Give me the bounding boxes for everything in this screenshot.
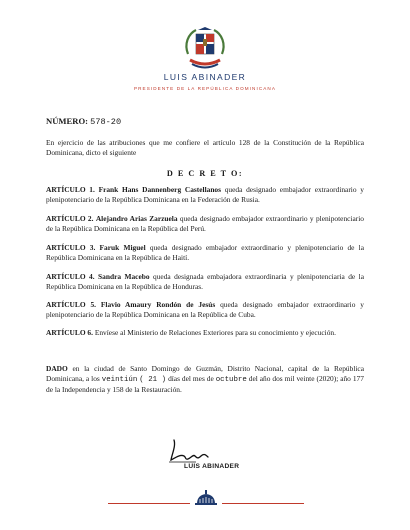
issuer-subtitle: PRESIDENTE DE LA REPÚBLICA DOMINICANA [133, 86, 277, 91]
article-name: Faruk Miguel [99, 243, 146, 252]
article-text: queda designado embajador extraordinario y plenipotenciario de la República Dominicana en la República del Perú. [46, 214, 364, 233]
article-label: ARTÍCULO 6. [46, 328, 93, 337]
palace-dome-icon [193, 490, 219, 506]
article-3 [46, 243, 364, 262]
article-6 [46, 328, 364, 338]
decree-number-value: 578-20 [90, 117, 122, 127]
footer-line-left [108, 503, 190, 504]
article-1 [46, 185, 364, 204]
footer-line-right [222, 503, 304, 504]
preamble: En ejercicio de las atribuciones que me confiere el artículo 128 de la Constitución de la República Dominicana, dicto el siguiente [46, 138, 364, 157]
article-name: Alejandro Arias Zarzuela [95, 214, 178, 223]
dado-day-number: ( 21 ) [139, 375, 167, 384]
dado-label: DADO [46, 364, 68, 373]
article-label: ARTÍCULO 5. [46, 300, 96, 309]
article-2 [46, 214, 364, 233]
article-text: queda designado embajador extraordinario y plenipotenciario de la República Dominicana en la República de Cuba. [46, 300, 364, 319]
article-text: Envíese al Ministerio de Relaciones Exteriores para su conocimiento y ejecución. [94, 328, 336, 337]
article-text: queda designada embajadora extraordinaria y plenipotenciaria de la República Dominicana en la República de Honduras. [46, 272, 364, 291]
issuer-name: LUIS ABINADER [163, 72, 247, 82]
article-label: ARTÍCULO 1. [46, 185, 95, 194]
article-name: Frank Hans Dannenberg Castellanos [98, 185, 222, 194]
article-label: ARTÍCULO 3. [46, 243, 96, 252]
signer-name: LUIS ABINADER [184, 463, 240, 470]
article-label: ARTÍCULO 2. [46, 214, 94, 223]
decree-number-label: NÚMERO: [46, 116, 89, 126]
article-name: Sandra Macebo [98, 272, 150, 281]
dado-day-word: veintiún [101, 375, 138, 384]
signature-image [166, 438, 226, 464]
dado-paragraph [46, 364, 364, 395]
article-text: queda designado embajador extraordinario y plenipotenciario de la República Dominicana en la Federación de Rusia. [46, 185, 364, 204]
article-label: ARTÍCULO 4. [46, 272, 95, 281]
article-name: Flavio Amaury Rondón de Jesús [100, 300, 216, 309]
decree-title: D E C R E T O: [166, 169, 244, 178]
dado-text-1: en la ciudad de Santo Domingo de Guzmán, Distrito Nacional, capital de la República Dominicana, a los [46, 364, 364, 383]
coat-of-arms-icon [182, 24, 228, 72]
article-5 [46, 300, 364, 319]
article-text: queda designado embajador extraordinario y plenipotenciario de la República Dominicana en la República de Haití. [46, 243, 364, 262]
dado-month: octubre [215, 375, 247, 384]
dado-text-2: días del mes de [168, 373, 214, 383]
article-4 [46, 272, 364, 291]
dado-text-3: del año dos mil veinte (2020); año 177 de la Independencia y 158 de la Restauración. [46, 373, 364, 395]
decree-number [46, 116, 121, 127]
